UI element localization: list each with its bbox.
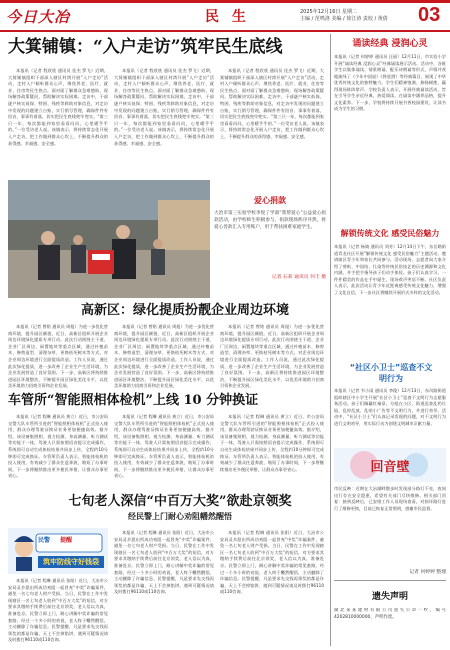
article4-col3	[220, 530, 324, 644]
right2-headline: 解锁传统文化 感受民俗魅力	[340, 229, 440, 238]
lost-notice-title: 遗失声明	[371, 592, 408, 602]
lead-photo-caption-box	[214, 196, 326, 296]
article2-body-cont: 本报讯（记者 曾铭 通讯员 周旭）为进一步优化营商环境，提升园区颜值，近日，高新区组织开展企业周边环境绿化提质专项行动。此次行动围绕主干道、企业厂区周边、闲置地块等重点区域，通过补植苗木、修剪造型、清理杂草、更换枯死树木等方式，对企业周边环境进行全面提质改造。工作人员说，通过此次绿化提质，进一步改善了企业生产生活环境，为企业发展营造了良好氛围。下一步，高新区将持续推进园区环境整治，不断提升园区绿化美化水平，以优美环境助力招商引资和企业发展。	[114, 324, 214, 389]
editor-credits: 主编 / 范鸣洛 美编 / 徐江涛 责校 / 黄倩	[300, 16, 388, 22]
right2-body: 本报讯（记者 杨婧 通讯员 刘芳）12月14日下午，东岳路街道青龙社区开展“解锁传统文化 感受民俗魅力”主题活动，邀请辖区青少年和家长共同参与。活动现场，志愿者向大家介绍了剪纸、中国结、扎染等传统民俗技艺的历史渊源和文化内涵，并手把手指导孩子们动手体验。孩子们认真学习，一件件精美的作品在手中诞生，现场欢声笑语不断。社区负责人表示，此次活动让青少年近距离感受传统文化魅力，增强了文化自信，下一步社区将继续开展形式多样的文化活动。	[334, 244, 446, 295]
article2-body: 本报讯（记者 曾铭 通讯员 周旭）为进一步优化营商环境，提升园区颜值，近日，高新区组织开展企业周边环境绿化提质专项行动。此次行动围绕主干道、企业厂区周边、闲置地块等重点区域，通过补植苗木、修剪造型、清理杂草、更换枯死树木等方式，对企业周边环境进行全面提质改造。工作人员说，通过此次绿化提质，进一步改善了企业生产生活环境，为企业发展营造了良好氛围。下一步，高新区将持续推进园区环境整治，不断提升园区绿化美化水平，以优美环境助力招商引资和企业发展。	[8, 324, 108, 389]
masthead-top-bar	[0, 0, 450, 3]
article2-col1	[8, 324, 108, 392]
article3-body-cont: 本报讯（记者 程琳 通讯员 黄立）近日，市公安局交警大队车管所引进的“智能照相体检机”正式投入使用，群众办理驾驶证换证业务更加便捷高效。据介绍，该设备集照相、视力检测、身高测量、听力测试等功能于一体，驾驶人只需按照语音提示完成操作，系统即可自动生成体检结果并同步上传，全程约10分钟即可完成换证。车管所负责人表示，智能体检机的投入使用，有效减少了群众往返奔波，缩短了办事时间，下一步将继续推出更多便民举措，让群众办事更省心。	[114, 414, 214, 479]
huiyinbi-credit: 记者 何婷婷 整理	[409, 570, 446, 575]
article4-body-cont2: 本报讯（记者 程琳 通讯员 张阳）近日，大冶市公安局灵乡派出所成功劝阻一起冒充“中奖”诈骗案件，避免一名七旬老人财产受损。当日，民警在工作中发现辖区一名七旬老人收到“中百万大奖”的短信，对方要求其缴纳手续费后前往北京领奖，老人信以为真，准备赴京。民警立即上门，耐心讲解中奖诈骗的常见套路，经过一个多小时的劝说，老人终于幡然醒悟，主动删除了诈骗信息。民警提醒，凡是要求先交钱再领奖的都是诈骗，天上不会掉馅饼，遇到可疑情况请及时拨打96110或110咨询。	[220, 530, 324, 595]
date-text: 2025年12月16日 星期二	[300, 9, 358, 15]
masthead-rule	[0, 30, 450, 32]
lead-body-cont2: 本报讯（记者 程欣欣 通讯员 佳杰 罗飞）近期，大箕铺镇组织干部深入辖区村湾开展“入户走访”活动，走村入户倾听群众心声，聚焦养老、医疗、就业、住房等民生热点，面对面了解群众急难愁盼，现场解答政策疑问，帮助解决实际困难。走访中，干部逐户核实低保、特困、残疾等救助对象信息，对走访中发现的问题建立台账，实行销号管理，确保件件有回音、事事有着落，切实把民生底线兜牢兜实。“第三只一年，每次都能到家里看看问问，心里暖乎乎的。”一位受访老人说。该镇表示，将持续常态化开展入户走访，把工作做到群众心坎上，不断提升群众的获得感、幸福感、安全感。	[220, 68, 324, 139]
dateline	[300, 9, 388, 23]
article2-body-cont2: 本报讯（记者 曾铭 通讯员 周旭）为进一步优化营商环境，提升园区颜值，近日，高新区组织开展企业周边环境绿化提质专项行动。此次行动围绕主干道、企业厂区周边、闲置地块等重点区域，通过补植苗木、修剪造型、清理杂草、更换枯死树木等方式，对企业周边环境进行全面提质改造。工作人员说，通过此次绿化提质，进一步改善了企业生产生活环境，为企业发展营造了良好氛围。下一步，高新区将持续推进园区环境整治，不断提升园区绿化美化水平，以优美环境助力招商引资和企业发展。	[220, 324, 324, 389]
lead-body-col2	[114, 68, 214, 178]
article4-headline: 七旬老人深信“中百万大奖”欲赴京领奖	[68, 494, 292, 509]
article3-headline: 车管所“智能照相体检机”上线 10 分钟换证	[8, 393, 259, 408]
article3-col1	[8, 414, 108, 488]
right-column-divider	[330, 34, 331, 646]
lead-headline: 大箕铺镇：“入户走访”筑牢民生底线	[8, 37, 283, 57]
huiyinbi-banner	[334, 448, 446, 482]
article4-body: 本报讯（记者 程琳 通讯员 张阳）近日，大冶市公安局灵乡派出所成功劝阻一起冒充“中奖”诈骗案件，避免一名七旬老人财产受损。当日，民警在工作中发现辖区一名七旬老人收到“中百万大奖”的短信，对方要求其缴纳手续费后前往北京领奖，老人信以为真，准备赴京。民警立即上门，耐心讲解中奖诈骗的常见套路，经过一个多小时的劝说，老人终于幡然醒悟，主动删除了诈骗信息。民警提醒，凡是要求先交钱再领奖的都是诈骗，天上不会掉馅饼，遇到可疑情况请及时拨打96110或110咨询。	[8, 578, 108, 643]
article2-headline: 高新区：绿化提质扮靓企业周边环境	[80, 303, 289, 318]
article4-subheadline: 经民警上门耐心劝阻幡然醒悟	[128, 512, 232, 521]
photo-credit: 记者 石莉 通讯员 何丰 摄	[271, 275, 326, 280]
article3-col2	[114, 414, 214, 488]
antifraud-badge-line2: 提醒	[60, 537, 73, 544]
lead-body-col3	[220, 68, 324, 178]
lead-photo	[8, 180, 210, 298]
right3-headline: “社区小卫士”巡查不文明行为	[349, 363, 433, 383]
newspaper-logo: 今日大冶	[6, 8, 71, 26]
photo-caption-text: 大冶市第三实验学校李悦了学部“我帮爱心”公益爱心捐款活动，由学校师生积极参与，捐款现场秩序井然，将爱心善款汇入专用账户，用于帮扶困难家庭学生。	[214, 211, 326, 230]
section-title: 民 生	[205, 9, 250, 25]
antifraud-badge-line1: 民警	[38, 537, 51, 544]
huiyinbi-qa: 市民反映：近期在大冶湖畔散步时发现部分路灯不亮，夜间出行存在安全隐患，希望有关部门尽快维修。相关部门回复：接到反映后，已安排工作人员现场查看，对损坏路灯进行了维修更换，目前已恢复正常照明，感谢市民监督。	[334, 486, 446, 511]
donation-photo-image	[8, 180, 210, 298]
article2-col2	[114, 324, 214, 392]
article4-col2	[114, 530, 214, 644]
photo-caption-title: 爱心捐款	[254, 196, 286, 205]
article2-col3	[220, 324, 324, 392]
antifraud-banner: 筑牢防线守好钱袋	[38, 556, 104, 568]
antifraud-graphic	[8, 528, 108, 574]
article3-col3	[220, 414, 324, 488]
article4-body-cont: 本报讯（记者 程琳 通讯员 张阳）近日，大冶市公安局灵乡派出所成功劝阻一起冒充“中奖”诈骗案件，避免一名七旬老人财产受损。当日，民警在工作中发现辖区一名七旬老人收到“中百万大奖”的短信，对方要求其缴纳手续费后前往北京领奖，老人信以为真，准备赴京。民警立即上门，耐心讲解中奖诈骗的常见套路，经过一个多小时的劝说，老人终于幡然醒悟，主动删除了诈骗信息。民警提醒，凡是要求先交钱再领奖的都是诈骗，天上不会掉馅饼，遇到可疑情况请及时拨打96110或110咨询。	[114, 530, 214, 595]
article3-body-cont2: 本报讯（记者 程琳 通讯员 黄立）近日，市公安局交警大队车管所引进的“智能照相体检机”正式投入使用，群众办理驾驶证换证业务更加便捷高效。据介绍，该设备集照相、视力检测、身高测量、听力测试等功能于一体，驾驶人只需按照语音提示完成操作，系统即可自动生成体检结果并同步上传，全程约10分钟即可完成换证。车管所负责人表示，智能体检机的投入使用，有效减少了群众往返奔波，缩短了办事时间，下一步将继续推出更多便民举措，让群众办事更省心。	[220, 414, 324, 472]
lost-notice-body: 湖北某某建材有限公司遗失公章一枚，编号4202810000000，声明作废。	[334, 608, 446, 620]
lead-body-col1	[8, 68, 108, 178]
page-number: 03	[418, 4, 441, 26]
right3-body: 本报讯（记者 韦小雨 通讯员 李俊）12月13日，东风路街道组织辖区中小学生开展“社区小卫士”巡查不文明行为志愿服务活动。孩子们佩戴红袖章，分组在小区、街道巡查乱扔垃圾、乱停乱放、乱贴小广告等不文明行为，并进行劝导。活动中，“社区小卫士”们认真记录发现的问题，对不文明行为进行文明劝导，用实际行动为创建文明城市贡献力量。	[334, 388, 446, 426]
huiyinbi-title: 回音壁	[370, 460, 410, 475]
article3-body: 本报讯（记者 程琳 通讯员 黄立）近日，市公安局交警大队车管所引进的“智能照相体检机”正式投入使用，群众办理驾驶证换证业务更加便捷高效。据介绍，该设备集照相、视力检测、身高测量、听力测试等功能于一体，驾驶人只需按照语音提示完成操作，系统即可自动生成体检结果并同步上传，全程约10分钟即可完成换证。车管所负责人表示，智能体检机的投入使用，有效减少了群众往返奔波，缩短了办事时间，下一步将继续推出更多便民举措，让群众办事更省心。	[8, 414, 108, 479]
right1-body: 本报讯（记者 何婷婷 通讯员 汪丽）12月11日，市实验小学开展“诵读经典 浸润心灵”经典诵读展示活动。活动中，各班学生以集体诵读、情景朗诵、配乐诗朗诵等形式，声情并茂地演绎了《少年中国说》《将进酒》等经典篇目，展现了中华优秀传统文化的独特魅力。学生们精神饱满、抑扬顿挫，赢得现场阵阵掌声。学校负责人表示，开展经典诵读活动，旨在引导学生亲近经典、热爱阅读，在诵读中涵养品格，提升文化素养。下一步，学校将持续开展书香校园建设，让读书成为学生的习惯。	[334, 54, 446, 111]
lead-body-cont: 本报讯（记者 程欣欣 通讯员 佳杰 罗飞）近期，大箕铺镇组织干部深入辖区村湾开展“入户走访”活动，走村入户倾听群众心声，聚焦养老、医疗、就业、住房等民生热点，面对面了解群众急难愁盼，现场解答政策疑问，帮助解决实际困难。走访中，干部逐户核实低保、特困、残疾等救助对象信息，对走访中发现的问题建立台账，实行销号管理，确保件件有回音、事事有着落，切实把民生底线兜牢兜实。“第三只一年，每次都能到家里看看问问，心里暖乎乎的。”一位受访老人说。该镇表示，将持续常态化开展入户走访，把工作做到群众心坎上，不断提升群众的获得感、幸福感、安全感。	[114, 68, 214, 146]
lost-notice	[334, 580, 446, 646]
right1-headline: 诵读经典 浸润心灵	[352, 39, 428, 49]
lead-body: 本报讯（记者 程欣欣 通讯员 佳杰 罗飞）近期，大箕铺镇组织干部深入辖区村湾开展“入户走访”活动，走村入户倾听群众心声，聚焦养老、医疗、就业、住房等民生热点，面对面了解群众急难愁盼，现场解答政策疑问，帮助解决实际困难。走访中，干部逐户核实低保、特困、残疾等救助对象信息，对走访中发现的问题建立台账，实行销号管理，确保件件有回音、事事有着落，切实把民生底线兜牢兜实。“第三只一年，每次都能到家里看看问问，心里暖乎乎的。”一位受访老人说。该镇表示，将持续常态化开展入户走访，把工作做到群众心坎上，不断提升群众的获得感、幸福感、安全感。	[8, 68, 108, 146]
article4-col1	[8, 578, 108, 644]
